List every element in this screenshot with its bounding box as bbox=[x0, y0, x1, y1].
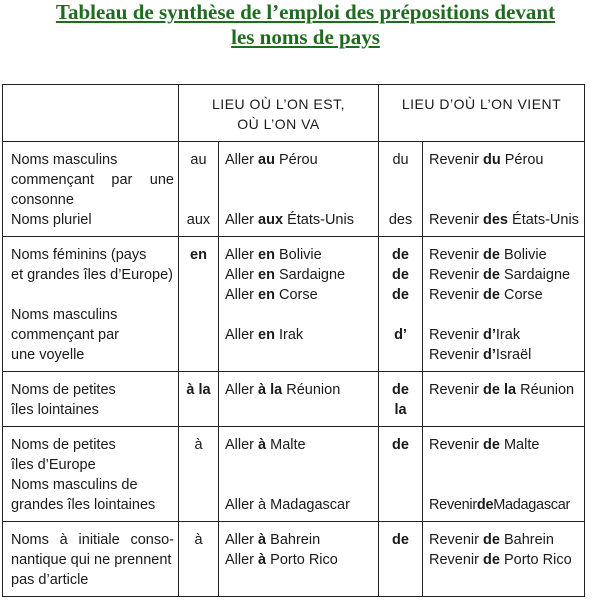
preposition-cell bbox=[179, 142, 219, 237]
preposition: à la bbox=[186, 382, 211, 398]
example-line: Aller à Malte bbox=[225, 437, 306, 453]
category-line: Noms à initiale conso- bbox=[11, 532, 174, 548]
example-line: Aller à Porto Rico bbox=[225, 552, 338, 568]
table-row bbox=[3, 237, 585, 372]
category-cell bbox=[3, 237, 179, 372]
example-line: Revenir de Malte bbox=[429, 437, 540, 453]
header-where-line-1: LIEU OÙ L’ON EST, bbox=[212, 96, 345, 112]
example-line: Aller en Corse bbox=[225, 287, 318, 303]
category-cell bbox=[3, 522, 179, 597]
preposition: de bbox=[392, 287, 409, 303]
example-cell bbox=[219, 427, 379, 522]
example-line: Aller en Bolivie bbox=[225, 247, 322, 263]
example-line: Revenir de Bolivie bbox=[429, 247, 547, 263]
title-line-2: les noms de pays bbox=[231, 25, 380, 49]
preposition: de bbox=[392, 382, 409, 398]
preposition: des bbox=[388, 212, 413, 228]
category-line: Noms pluriel bbox=[11, 212, 92, 228]
example-line: Revenir de Bahrein bbox=[429, 532, 554, 548]
example-line: Revenir d’Israël bbox=[429, 347, 532, 363]
header-category bbox=[3, 85, 179, 142]
category-line: nantique qui ne prennent bbox=[11, 552, 172, 568]
example-line: Revenir des États-Unis bbox=[429, 212, 579, 228]
example-line: Revenir de Corse bbox=[429, 287, 543, 303]
example-line: Aller aux États-Unis bbox=[225, 212, 354, 228]
example-line: Revenir de Porto Rico bbox=[429, 552, 572, 568]
example-line: RevenirdeMadagascar bbox=[429, 497, 571, 513]
example-cell bbox=[219, 372, 379, 427]
example-cell bbox=[219, 142, 379, 237]
preposition-cell bbox=[379, 427, 423, 522]
category-line: consonne bbox=[11, 192, 74, 208]
title-line-1: Tableau de synthèse de l’emploi des prépositions devant bbox=[55, 0, 556, 24]
preposition: à bbox=[194, 437, 203, 453]
category-cell bbox=[3, 427, 179, 522]
example-line: Aller en Irak bbox=[225, 327, 304, 343]
preposition-cell bbox=[179, 237, 219, 372]
example-cell bbox=[423, 237, 585, 372]
example-cell bbox=[423, 522, 585, 597]
example-line: Aller à Madagascar bbox=[225, 497, 350, 513]
category-line: Noms de petites bbox=[11, 382, 116, 398]
example-line: Revenir d’Irak bbox=[429, 327, 521, 343]
example-line: Revenir de Sardaigne bbox=[429, 267, 571, 283]
header-where-line-2: OÙ L’ON VA bbox=[237, 116, 320, 132]
header-where-from-label: LIEU D’OÙ L’ON VIENT bbox=[401, 96, 562, 112]
preposition-cell bbox=[179, 427, 219, 522]
preposition: en bbox=[190, 247, 207, 263]
preposition: de bbox=[392, 437, 409, 453]
category-cell bbox=[3, 372, 179, 427]
table-row bbox=[3, 372, 585, 427]
prepositions-table bbox=[2, 84, 585, 597]
preposition: de bbox=[392, 247, 409, 263]
example-line: Aller au Pérou bbox=[225, 152, 318, 168]
header-where-from bbox=[379, 85, 585, 142]
example-line: Revenir de la Réunion bbox=[429, 382, 575, 398]
preposition: la bbox=[394, 402, 407, 418]
category-line: grandes îles lointaines bbox=[11, 497, 156, 513]
header-where-one-is bbox=[179, 85, 379, 142]
preposition: d’ bbox=[394, 327, 407, 343]
example-line: Aller à la Réunion bbox=[225, 382, 341, 398]
page-title bbox=[0, 0, 611, 50]
preposition-cell bbox=[379, 237, 423, 372]
preposition: à bbox=[194, 532, 203, 548]
example-line: Aller à Bahrein bbox=[225, 532, 321, 548]
example-cell bbox=[423, 427, 585, 522]
example-cell bbox=[219, 522, 379, 597]
category-line: Noms masculins bbox=[11, 307, 118, 323]
example-line: Aller en Sardaigne bbox=[225, 267, 346, 283]
example-line: Revenir du Pérou bbox=[429, 152, 544, 168]
table-row bbox=[3, 142, 585, 237]
preposition-cell bbox=[379, 372, 423, 427]
preposition: de bbox=[392, 532, 409, 548]
preposition: au bbox=[190, 152, 207, 168]
category-cell bbox=[3, 142, 179, 237]
preposition: aux bbox=[186, 212, 211, 228]
preposition-cell bbox=[179, 372, 219, 427]
preposition: du bbox=[392, 152, 409, 168]
header-row bbox=[3, 85, 585, 142]
preposition: de bbox=[392, 267, 409, 283]
example-cell bbox=[423, 142, 585, 237]
preposition-cell bbox=[379, 522, 423, 597]
table-row bbox=[3, 427, 585, 522]
category-line: Noms de petites bbox=[11, 437, 116, 453]
preposition-cell bbox=[379, 142, 423, 237]
category-line: Noms masculins bbox=[11, 152, 118, 168]
category-line: pas d’article bbox=[11, 572, 89, 588]
category-line: et grandes îles d’Europe) bbox=[11, 267, 174, 283]
category-line: commençant par bbox=[11, 327, 119, 343]
category-line: Noms féminins (pays bbox=[11, 247, 147, 263]
category-line: îles lointaines bbox=[11, 402, 99, 418]
example-cell bbox=[219, 237, 379, 372]
category-line: Noms masculins de bbox=[11, 477, 138, 493]
category-line: commençant par une bbox=[11, 172, 174, 188]
category-line: îles d’Europe bbox=[11, 457, 96, 473]
example-cell bbox=[423, 372, 585, 427]
category-line: une voyelle bbox=[11, 347, 85, 363]
preposition-cell bbox=[179, 522, 219, 597]
table-row bbox=[3, 522, 585, 597]
